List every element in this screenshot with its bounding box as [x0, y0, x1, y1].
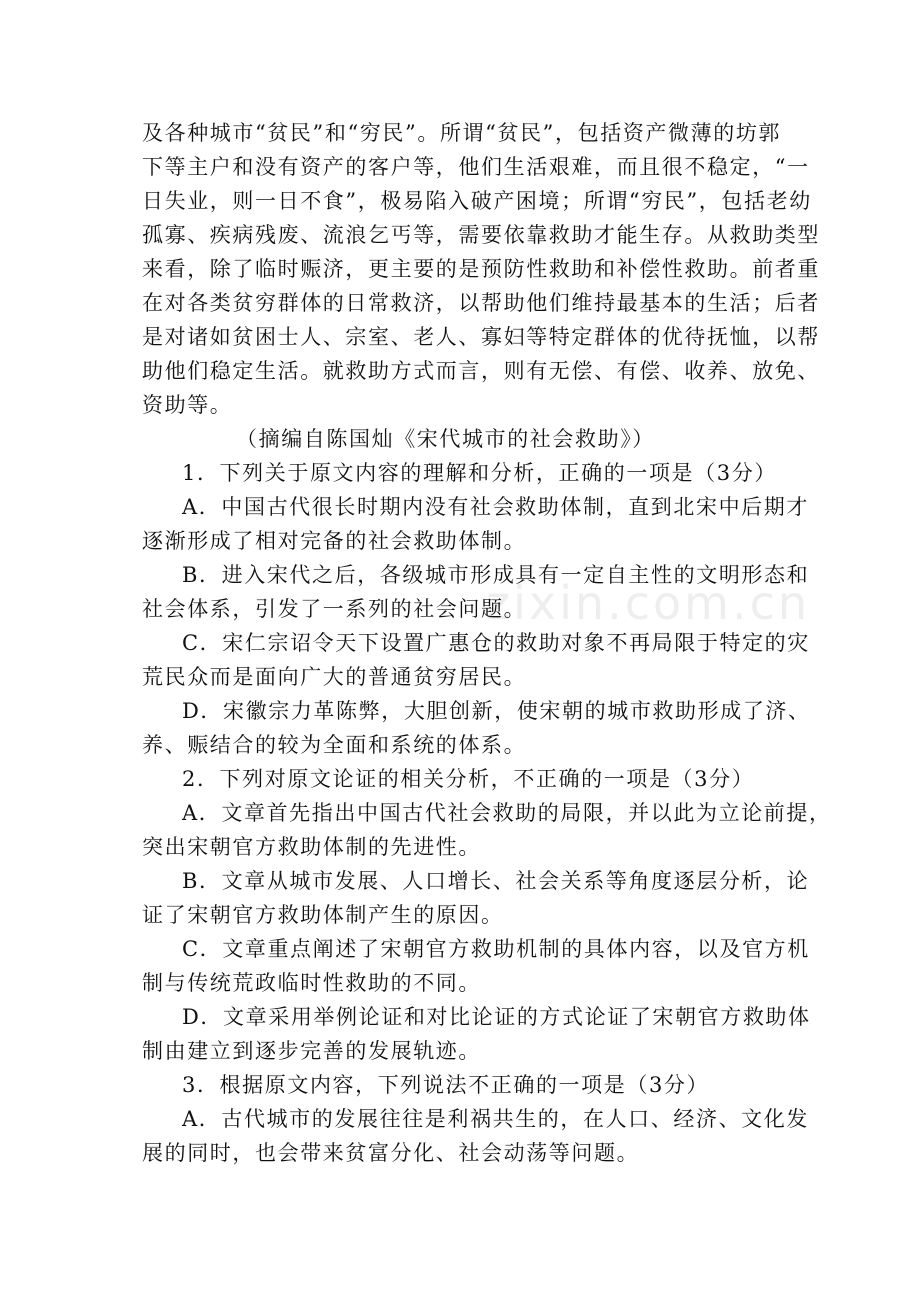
option-a: A．中国古代很长时期内没有社会救助体制，直到北宋中后期才: [182, 495, 809, 519]
passage-line: 资助等。: [142, 393, 233, 417]
question-stem: 3．根据原文内容，下列说法不正确的一项是（3分）: [182, 1073, 710, 1097]
option-b-cont: 证了宋朝官方救助体制产生的原因。: [142, 903, 504, 927]
option-b: B．进入宋代之后，各级城市形成具有一定自主性的文明形态和: [182, 563, 810, 587]
passage-line: 及各种城市“贫民”和“穷民”。所谓“贫民”，包括资产微薄的坊郭: [142, 121, 782, 145]
question-1: [142, 456, 811, 762]
option-d-cont: 养、赈结合的较为全面和系统的体系。: [142, 733, 527, 757]
option-d: D．文章采用举例论证和对比论证的方式论证了宋朝官方救助体: [182, 1005, 811, 1029]
passage-line: 日失业，则一日不食”，极易陷入破产困境；所谓“穷民”，包括老幼: [142, 189, 812, 213]
option-a-cont: 展的同时，也会带来贫富分化、社会动荡等问题。: [142, 1141, 640, 1165]
option-a-cont: 突出宋朝官方救助体制的先进性。: [142, 835, 481, 859]
question-3: [142, 1068, 809, 1170]
option-b-cont: 社会体系，引发了一系列的社会问题。: [142, 597, 527, 621]
option-a: A．古代城市的发展往往是利祸共生的，在人口、经济、文化发: [182, 1107, 809, 1131]
option-d-cont: 制由建立到逐步完善的发展轨迹。: [142, 1039, 481, 1063]
source-citation: （摘编自陈国灿《宋代城市的社会救助》）: [236, 427, 655, 451]
option-b: B．文章从城市发展、人口增长、社会关系等角度逐层分析，论: [182, 869, 810, 893]
question-2: [142, 762, 832, 1068]
passage-paragraph: [142, 116, 820, 422]
passage-line: 是对诸如贫困士人、宗室、老人、寡妇等特定群体的优待抚恤，以帮: [142, 325, 820, 349]
passage-line: 孤寡、疾病残废、流浪乞丐等，需要依靠救助才能生存。从救助类型: [142, 223, 820, 247]
passage-line: 助他们稳定生活。就救助方式而言，则有无偿、有偿、收养、放免、: [142, 359, 820, 383]
passage-line: 在对各类贫穷群体的日常救济，以帮助他们维持最基本的生活；后者: [142, 291, 820, 315]
watermark: zixin.com.cn: [486, 576, 811, 630]
option-c: C．宋仁宗诏令天下设置广惠仓的救助对象不再局限于特定的灾: [182, 631, 810, 655]
option-a-cont: 逐渐形成了相对完备的社会救助体制。: [142, 529, 527, 553]
question-stem: 1．下列关于原文内容的理解和分析，正确的一项是（3分）: [182, 461, 777, 485]
option-c-cont: 荒民众而是面向广大的普通贫穷居民。: [142, 665, 527, 689]
document-page: [142, 116, 832, 1170]
option-a: A．文章首先指出中国古代社会救助的局限，并以此为立论前提，: [182, 801, 832, 825]
option-d: D．宋徽宗力革陈弊，大胆创新，使宋朝的城市救助形成了济、: [182, 699, 811, 723]
question-stem: 2．下列对原文论证的相关分析，不正确的一项是（3分）: [182, 767, 755, 791]
option-c-cont: 制与传统荒政临时性救助的不同。: [142, 971, 481, 995]
passage-line: 下等主户和没有资产的客户等，他们生活艰难，而且很不稳定，“一: [142, 155, 810, 179]
option-c: C．文章重点阐述了宋朝官方救助机制的具体内容，以及官方机: [182, 937, 810, 961]
passage-line: 来看，除了临时赈济，更主要的是预防性救助和补偿性救助。前者重: [142, 257, 820, 281]
